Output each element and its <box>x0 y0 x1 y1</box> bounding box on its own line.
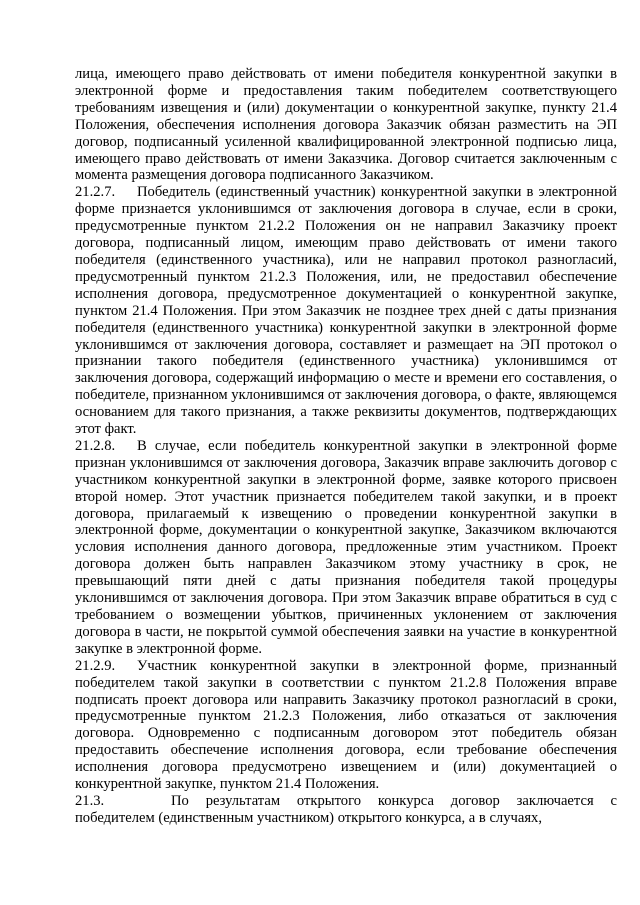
paragraph-21-3 <box>75 793 617 827</box>
paragraph-21-2-8 <box>75 438 617 658</box>
paragraph-number: 21.3. <box>75 792 105 809</box>
paragraph-text: Участник конкурентной закупки в электронной форме, признанный победителем такой закупки в соответствии с пунктом 21.2.8 Положения вправе подписать проект договора или направить Заказчику протокол разногласий в сроки, предусмотренные пунктом 21.2.3 Положения, либо отказаться от заключения договора. Одновременно с подписанным договором этот победитель обязан предоставить обеспечение исполнения договора, если требование обеспечения исполнения договора предусмотрено извещением и (или) документацией о конкурентной закупке, пунктом 21.4 Положения. <box>75 657 617 793</box>
paragraph-text: В случае, если победитель конкурентной закупки в электронной форме признан уклонившимся от заключения договора, Заказчик вправе заключить договор с участником конкурентной закупки в электронной форме, заявке которого присвоен второй номер. Этот участник признается победителем такой закупки, и в проект договора, прилагаемый к извещению о проведении конкурентной закупки в электронной форме, документации о конкурентной закупке, Заказчиком включаются условия исполнения данного договора, предложенные этим участником. Проект договора должен быть направлен Заказчиком этому участнику в срок, не превышающий пяти дней с даты признания победителя такой процедуры уклонившимся от заключения договора. При этом Заказчик вправе обратиться в суд с требованием о возмещении убытков, причиненных уклонением от заключения договора в части, не покрытой суммой обеспечения заявки на участие в конкурентной закупке в электронной форме. <box>75 437 617 657</box>
paragraph-text: Победитель (единственный участник) конкурентной закупки в электронной форме признается уклонившимся от заключения договора в случае, если в сроки, предусмотренные пунктом 21.2.2 Положения он не направил Заказчику проект договора, подписанный лицом, имеющим право действовать от имени такого победителя (единственного участника), или не направил протокол разногласий, предусмотренный пунктом 21.2.3 Положения, или, не предоставил обеспечение исполнения договора, предусмотренное документацией о конкурентной закупке, пунктом 21.4 Положения. При этом Заказчик не позднее трех дней с даты признания победителя (единственного участника) конкурентной закупки в электронной форме уклонившимся от заключения договора, составляет и размещает на ЭП протокол о признании такого победителя (единственного участника) уклонившимся от заключения договора, содержащий информацию о месте и времени его составления, о победителе, признанном уклонившимся от заключения договора, о факте, являющемся основанием для такого признания, а также реквизиты документов, подтверждающих этот факт. <box>75 184 617 438</box>
paragraph-21-2-7 <box>75 184 617 438</box>
paragraph-number: 21.2.8. <box>75 437 116 454</box>
paragraph-number: 21.2.7. <box>75 184 116 201</box>
paragraph-number: 21.2.9. <box>75 657 116 674</box>
document-page <box>75 66 617 827</box>
paragraph-21-2-9 <box>75 658 617 793</box>
paragraph-text: По результатам открытого конкурса договор заключается с победителем (единственным участником) открытого конкурса, а в случаях, <box>75 792 617 826</box>
paragraph-text: лица, имеющего право действовать от имени победителя конкурентной закупки в электронной форме и предоставления таким победителем соответствующего требованиям извещения и (или) документации о конкурентной закупке, пункту 21.4 Положения, обеспечения исполнения договора Заказчик обязан разместить на ЭП договор, подписанный усиленной квалифицированной электронной подписью лица, имеющего право действовать от имени Заказчика. Договор считается заключенным с момента размещения договора подписанного Заказчиком. <box>75 66 617 184</box>
paragraph-continuation <box>75 66 617 184</box>
